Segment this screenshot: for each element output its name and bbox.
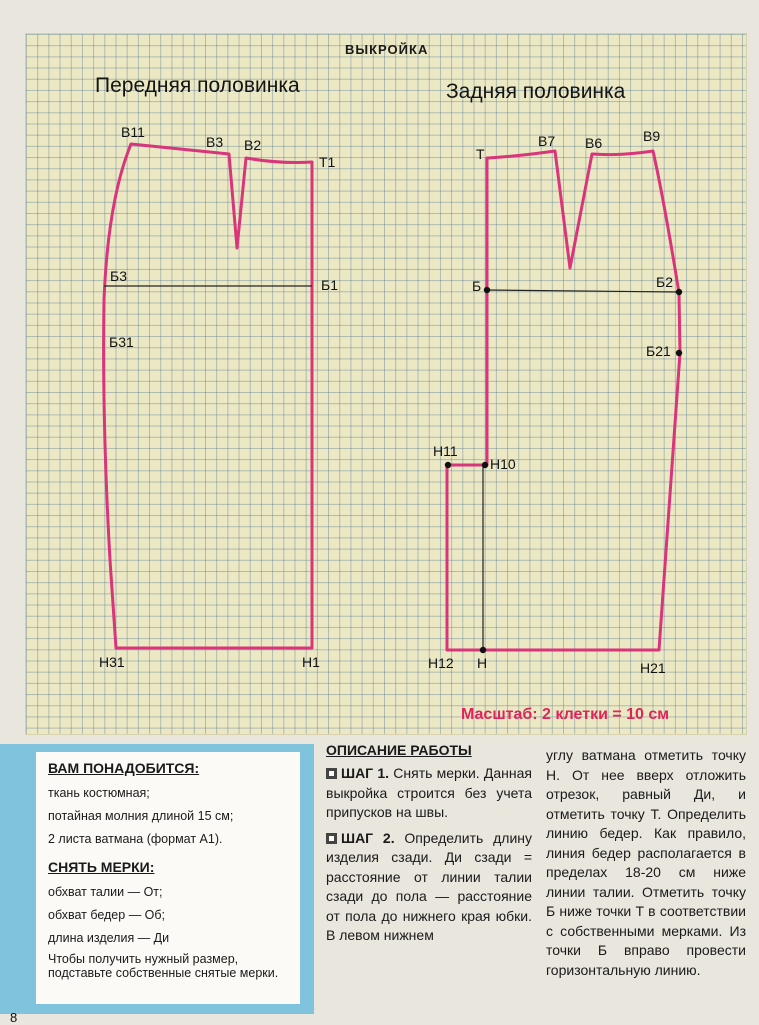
step-2-text: Определить длину изделия сзади. Ди сзади = расстояние от линии талии сзади до пола — расстояние от пола до нижнего края юбки. В левом нижнем (326, 829, 532, 943)
materials-box (36, 752, 300, 1004)
back-half-outline (447, 151, 680, 650)
step-square-icon (326, 768, 337, 779)
materials-title: ВАМ ПОНАДОБИТСЯ: (48, 760, 200, 776)
materials-item: ткань костюмная; (48, 786, 150, 800)
step-1 (326, 764, 532, 823)
measurements-note: Чтобы получить нужный размер, подставьте собственные снятые мерки. (48, 952, 279, 980)
step-2-label: ШАГ 2. (341, 829, 395, 846)
step-2-continuation: углу ватмана отметить точку Н. От нее вверх отложить отрезок, равный Ди, и отметить точку Т. Определить линию бедер. Как правило, линия бедер располагается в пределах 18-20 см ниже линии талии. Отметить точку Б ниже точки Т в соответствии с собственными мерками. Из точки Б вправо провести горизонтальную линию. (546, 747, 746, 978)
label-h12: Н12 (428, 655, 454, 671)
measurement-item: обхват бедер — Об; (48, 908, 166, 922)
label-h10: Н10 (490, 456, 516, 472)
point-dot-b2 (676, 289, 682, 295)
label-t: Т (476, 146, 485, 162)
materials-item: 2 листа ватмана (формат А1). (48, 832, 223, 846)
work-description-continuation (546, 746, 746, 986)
point-dot-h11 (445, 462, 451, 468)
work-description-column (326, 742, 532, 952)
front-half-title: Передняя половинка (95, 74, 300, 97)
front-half-outline (104, 144, 312, 648)
page-number: 8 (10, 1010, 18, 1025)
measurements-title: СНЯТЬ МЕРКИ: (48, 859, 155, 875)
label-h11: Н11 (433, 443, 458, 459)
label-b2: В2 (244, 137, 262, 153)
label-h31: Н31 (99, 654, 125, 670)
label-bb21: Б21 (646, 343, 671, 359)
label-b3: В3 (206, 134, 224, 150)
label-h21: Н21 (640, 660, 666, 676)
label-b9: В9 (643, 128, 661, 144)
label-h1: Н1 (302, 654, 320, 670)
label-bb2: Б2 (656, 274, 673, 290)
label-b11: В11 (121, 124, 145, 140)
materials-item: потайная молния длиной 15 см; (48, 809, 234, 823)
label-b6: В6 (585, 135, 603, 151)
pattern-heading: ВЫКРОЙКА (345, 42, 429, 57)
label-bb1: Б1 (321, 277, 338, 293)
measurement-item: длина изделия — Ди (48, 931, 170, 945)
back-hip-line (487, 290, 679, 292)
label-h: Н (477, 655, 488, 671)
label-t1: Т1 (319, 154, 336, 170)
label-bb: Б (472, 278, 482, 294)
point-dot-b21 (676, 350, 682, 356)
point-dot-b (484, 287, 490, 293)
label-b7: В7 (538, 133, 556, 149)
label-bb3: Б3 (110, 268, 127, 284)
point-dot-h (480, 647, 486, 653)
page-footer (0, 1010, 759, 1024)
step-1-text: Снять мерки. Данная выкройка строится без учета припусков на швы. (326, 765, 532, 820)
point-dot-h10 (482, 462, 488, 468)
step-1-label: ШАГ 1. (341, 765, 390, 781)
work-title: ОПИСАНИЕ РАБОТЫ (326, 742, 472, 758)
label-bb31: Б31 (109, 334, 134, 350)
back-half-title: Задняя половинка (446, 80, 626, 103)
step-2 (326, 829, 532, 946)
step-square-icon (326, 833, 337, 844)
measurement-item: обхват талии — От; (48, 885, 163, 899)
scale-note: Масштаб: 2 клетки = 10 см (461, 706, 670, 723)
